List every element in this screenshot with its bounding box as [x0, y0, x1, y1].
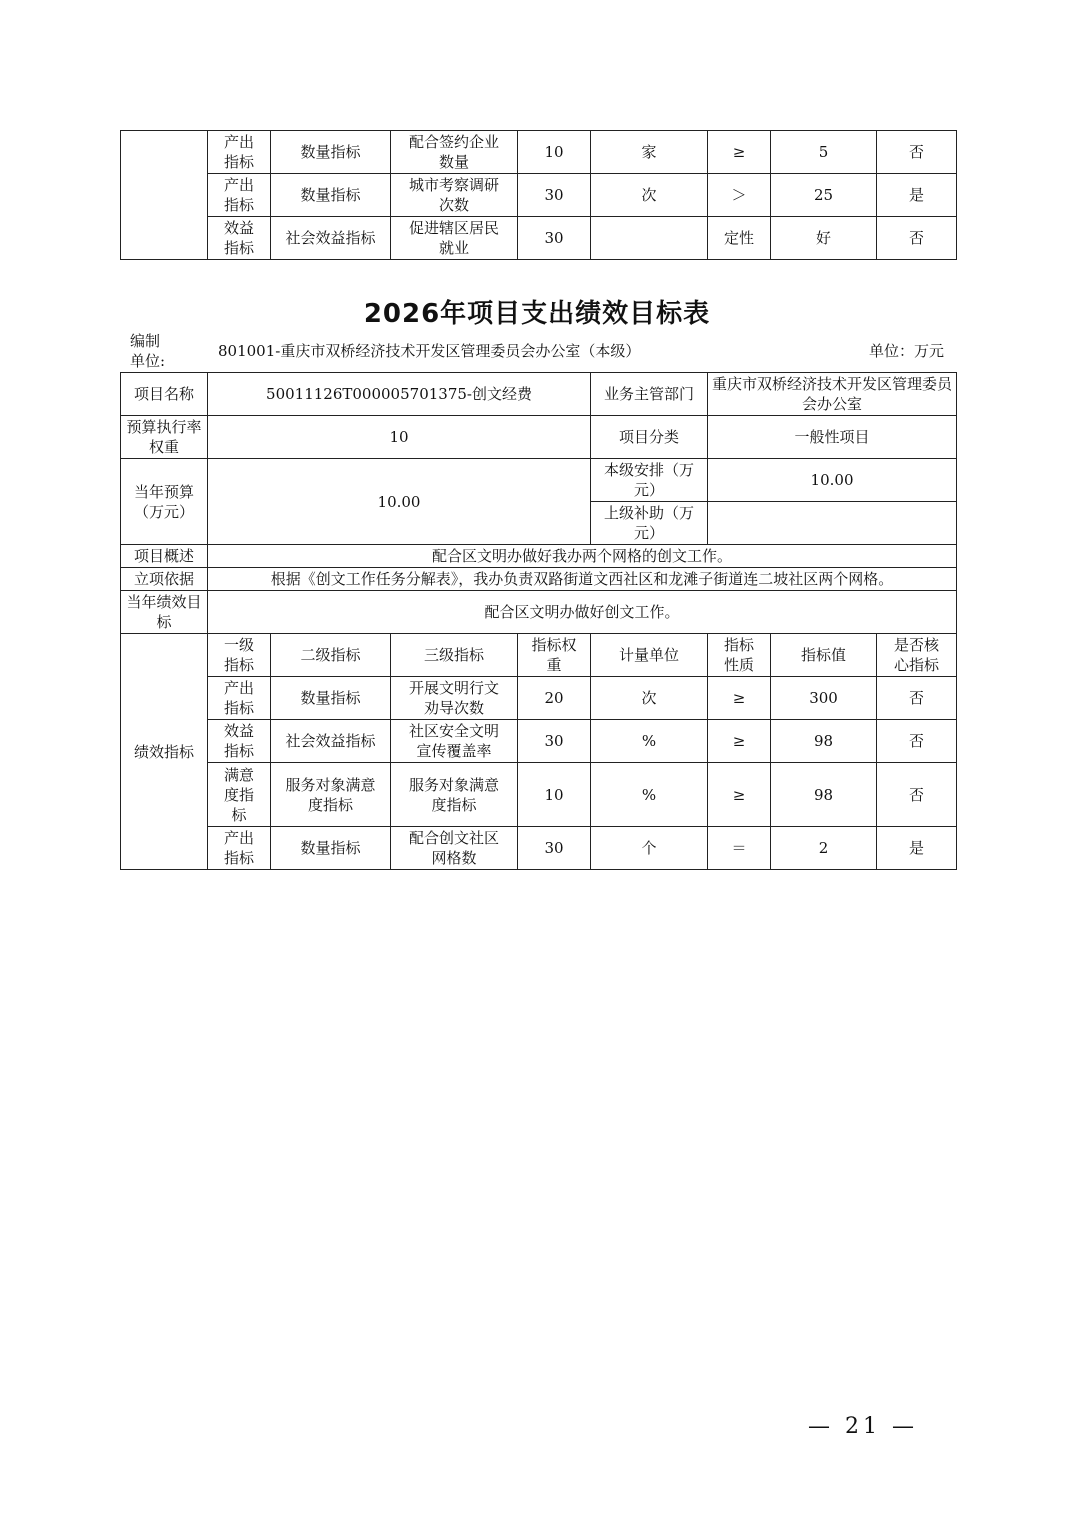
cell-unit: 次	[591, 174, 708, 217]
cell-core: 否	[877, 217, 957, 260]
cell-weight: 20	[518, 677, 591, 720]
continued-indicator-table	[120, 130, 957, 260]
rate-value: 10	[208, 416, 591, 459]
cell-value: 25	[771, 174, 877, 217]
overview-label: 项目概述	[121, 545, 208, 568]
project-name-value: 50011126T000005701375-创文经费	[208, 373, 591, 416]
cell-nature: ≥	[708, 677, 771, 720]
cell-nature: ≥	[708, 763, 771, 827]
indicator-header-weight: 指标权 重	[518, 634, 591, 677]
cell-core: 是	[877, 174, 957, 217]
table-row	[121, 720, 957, 763]
indicator-header-core: 是否核 心指标	[877, 634, 957, 677]
project-name-label: 项目名称	[121, 373, 208, 416]
dept-label: 业务主管部门	[591, 373, 708, 416]
indicators-label: 绩效指标	[121, 634, 208, 870]
cell-value: 98	[771, 763, 877, 827]
cell-level1: 产出 指标	[208, 131, 271, 174]
project-name-row	[121, 373, 957, 416]
local-label: 本级安排（万元）	[591, 459, 708, 502]
cell-level2: 服务对象满意 度指标	[271, 763, 391, 827]
cell-core: 否	[877, 677, 957, 720]
indicator-header-level1: 一级 指标	[208, 634, 271, 677]
table-row	[121, 174, 957, 217]
rate-row	[121, 416, 957, 459]
table-row	[121, 763, 957, 827]
goal-label: 当年绩效目标	[121, 591, 208, 634]
cell-level1: 效益 指标	[208, 217, 271, 260]
continued-rows	[121, 131, 957, 260]
cell-level3: 社区安全文明 宣传覆盖率	[391, 720, 518, 763]
cell-weight: 30	[518, 827, 591, 870]
basis-value: 根据《创文工作任务分解表》，我办负责双路街道文西社区和龙滩子街道连二坡社区两个网格。	[208, 568, 957, 591]
cell-level3: 配合创文社区 网格数	[391, 827, 518, 870]
cell-core: 否	[877, 131, 957, 174]
cell-nature: ≥	[708, 131, 771, 174]
page-title: 2026年项目支出绩效目标表	[363, 299, 711, 329]
compile-unit-value: 801001-重庆市双桥经济技术开发区管理委员会办公室（本级）	[218, 342, 641, 360]
cell-nature: 定性	[708, 217, 771, 260]
cell-level1: 产出 指标	[208, 174, 271, 217]
cell-value: 好	[771, 217, 877, 260]
cell-unit	[591, 217, 708, 260]
indicator-header-level2: 二级指标	[271, 634, 391, 677]
indicator-header-level3: 三级指标	[391, 634, 518, 677]
indicator-header-value: 指标值	[771, 634, 877, 677]
cell-level3: 促进辖区居民 就业	[391, 217, 518, 260]
cell-unit: 家	[591, 131, 708, 174]
cell-level2: 数量指标	[271, 677, 391, 720]
goal-row	[121, 591, 957, 634]
table-row	[121, 217, 957, 260]
budget-row	[121, 459, 957, 502]
goal-value: 配合区文明办做好创文工作。	[208, 591, 957, 634]
cell-weight: 30	[518, 174, 591, 217]
cell-value: 5	[771, 131, 877, 174]
overview-row	[121, 545, 957, 568]
cell-value: 2	[771, 827, 877, 870]
basis-row	[121, 568, 957, 591]
cell-weight: 10	[518, 763, 591, 827]
cell-unit: 次	[591, 677, 708, 720]
compile-unit-label-bottom: 单位:	[130, 352, 166, 370]
page-number: — 21 —	[808, 1414, 918, 1439]
cell-weight: 30	[518, 720, 591, 763]
cell-value: 98	[771, 720, 877, 763]
table-row	[121, 131, 957, 174]
cell-level2: 数量指标	[271, 131, 391, 174]
compile-unit-label-top: 编制	[130, 332, 161, 350]
rate-label: 预算执行率权重	[121, 416, 208, 459]
cell-value: 300	[771, 677, 877, 720]
cell-level2: 数量指标	[271, 827, 391, 870]
currency-unit: 单位：万元	[868, 342, 944, 360]
performance-target-table	[120, 372, 957, 870]
cell-level1: 效益 指标	[208, 720, 271, 763]
cell-level1: 满意 度指 标	[208, 763, 271, 827]
cell-nature: ＞	[708, 174, 771, 217]
cell-unit: %	[591, 763, 708, 827]
cell-nature: ≥	[708, 720, 771, 763]
cell-level2: 数量指标	[271, 174, 391, 217]
category-label: 项目分类	[591, 416, 708, 459]
dept-value: 重庆市双桥经济技术开发区管理委员会办公室	[708, 373, 957, 416]
category-value: 一般性项目	[708, 416, 957, 459]
indicator-header-nature: 指标 性质	[708, 634, 771, 677]
cell-level1: 产出 指标	[208, 827, 271, 870]
cell-level2: 社会效益指标	[271, 217, 391, 260]
overview-value: 配合区文明办做好我办两个网格的创文工作。	[208, 545, 957, 568]
cell-nature: ＝	[708, 827, 771, 870]
indicator-header-unit: 计量单位	[591, 634, 708, 677]
cell-unit: 个	[591, 827, 708, 870]
cell-core: 否	[877, 763, 957, 827]
table-row	[121, 827, 957, 870]
indicator-header-row	[121, 634, 957, 677]
table-row	[121, 677, 957, 720]
basis-label: 立项依据	[121, 568, 208, 591]
cell-core: 是	[877, 827, 957, 870]
subsidy-label: 上级补助（万元）	[591, 502, 708, 545]
cell-level3: 城市考察调研 次数	[391, 174, 518, 217]
cell-level3: 服务对象满意 度指标	[391, 763, 518, 827]
budget-value: 10.00	[208, 459, 591, 545]
cell-level3: 配合签约企业 数量	[391, 131, 518, 174]
cell-weight: 30	[518, 217, 591, 260]
budget-label: 当年预算（万元）	[121, 459, 208, 545]
continued-blank-cell	[121, 131, 208, 260]
cell-core: 否	[877, 720, 957, 763]
local-value: 10.00	[708, 459, 957, 502]
cell-level1: 产出 指标	[208, 677, 271, 720]
cell-weight: 10	[518, 131, 591, 174]
cell-unit: %	[591, 720, 708, 763]
subsidy-value	[708, 502, 957, 545]
cell-level3: 开展文明行文 劝导次数	[391, 677, 518, 720]
cell-level2: 社会效益指标	[271, 720, 391, 763]
